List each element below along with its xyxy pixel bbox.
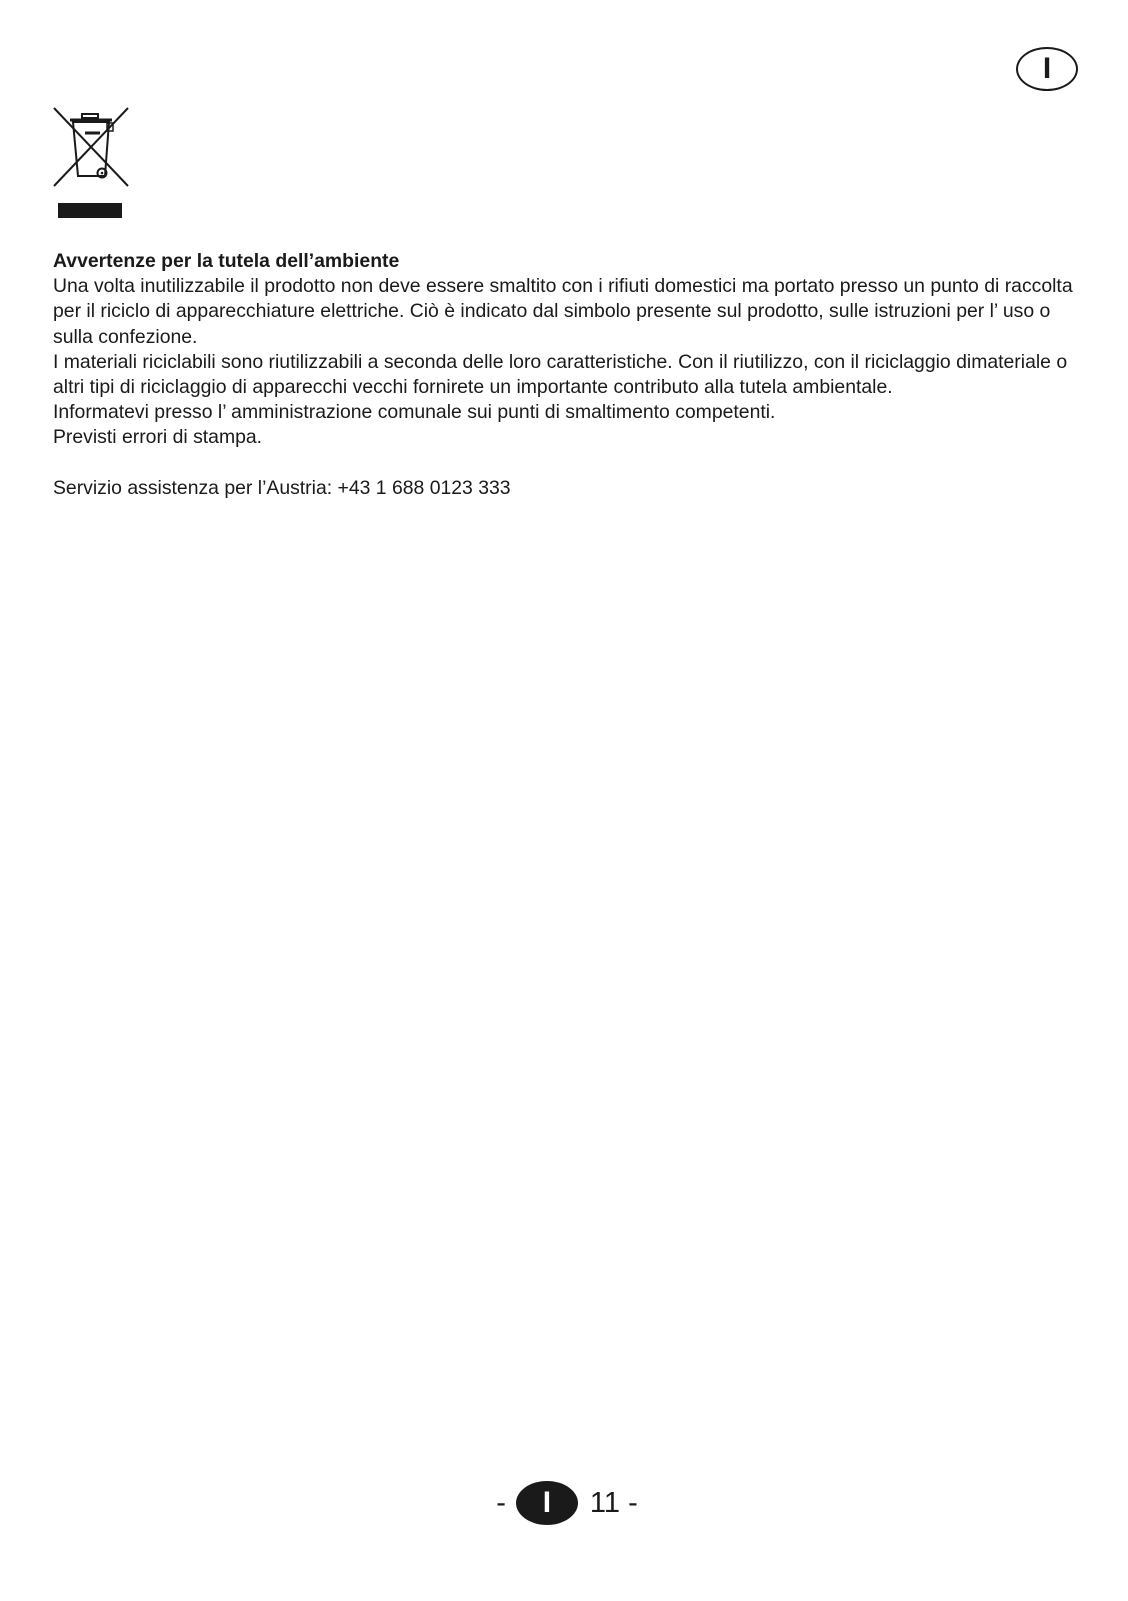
municipality-paragraph: Informatevi presso l’ amministrazione comunale sui punti di smaltimento competenti. [53,401,776,424]
crossed-out-wheelie-bin-icon [52,106,132,224]
language-badge-label: I [1042,52,1052,85]
recycling-paragraph: I materiali riciclabili sono riutilizzabili a seconda delle loro caratteristiche. Con il riutilizzo, con il riciclaggio dimateriale o altri tipi di riciclaggio di apparecchi vecchi fornirete un importante contributo alla tutela ambientale. [53,350,1068,399]
environment-notice [53,249,1083,501]
disposal-paragraph: Una volta inutilizzabile il prodotto non deve essere smaltito con i rifiuti domestici ma portato presso un punto di raccolta per il riciclo di apparecchiature elettriche. Ciò è indicato dal simbolo presente sul prodotto, sulle istruzioni per l’ uso o sulla confezione. [53,275,1073,348]
footer-language-label: I [542,1486,552,1519]
page-footer [0,1478,1128,1528]
misprint-notice: Previsti errori di stampa. [53,426,263,449]
page-number: 11 - [589,1486,638,1519]
footer-dash: - [496,1486,506,1519]
spacer [53,451,1083,476]
footer-language-badge [516,1481,578,1525]
language-badge [1016,47,1078,91]
service-line: Servizio assistenza per l’Austria: +43 1 688 0123 333 [53,476,511,499]
section-heading: Avvertenze per la tutela dell’ambiente [53,250,400,272]
